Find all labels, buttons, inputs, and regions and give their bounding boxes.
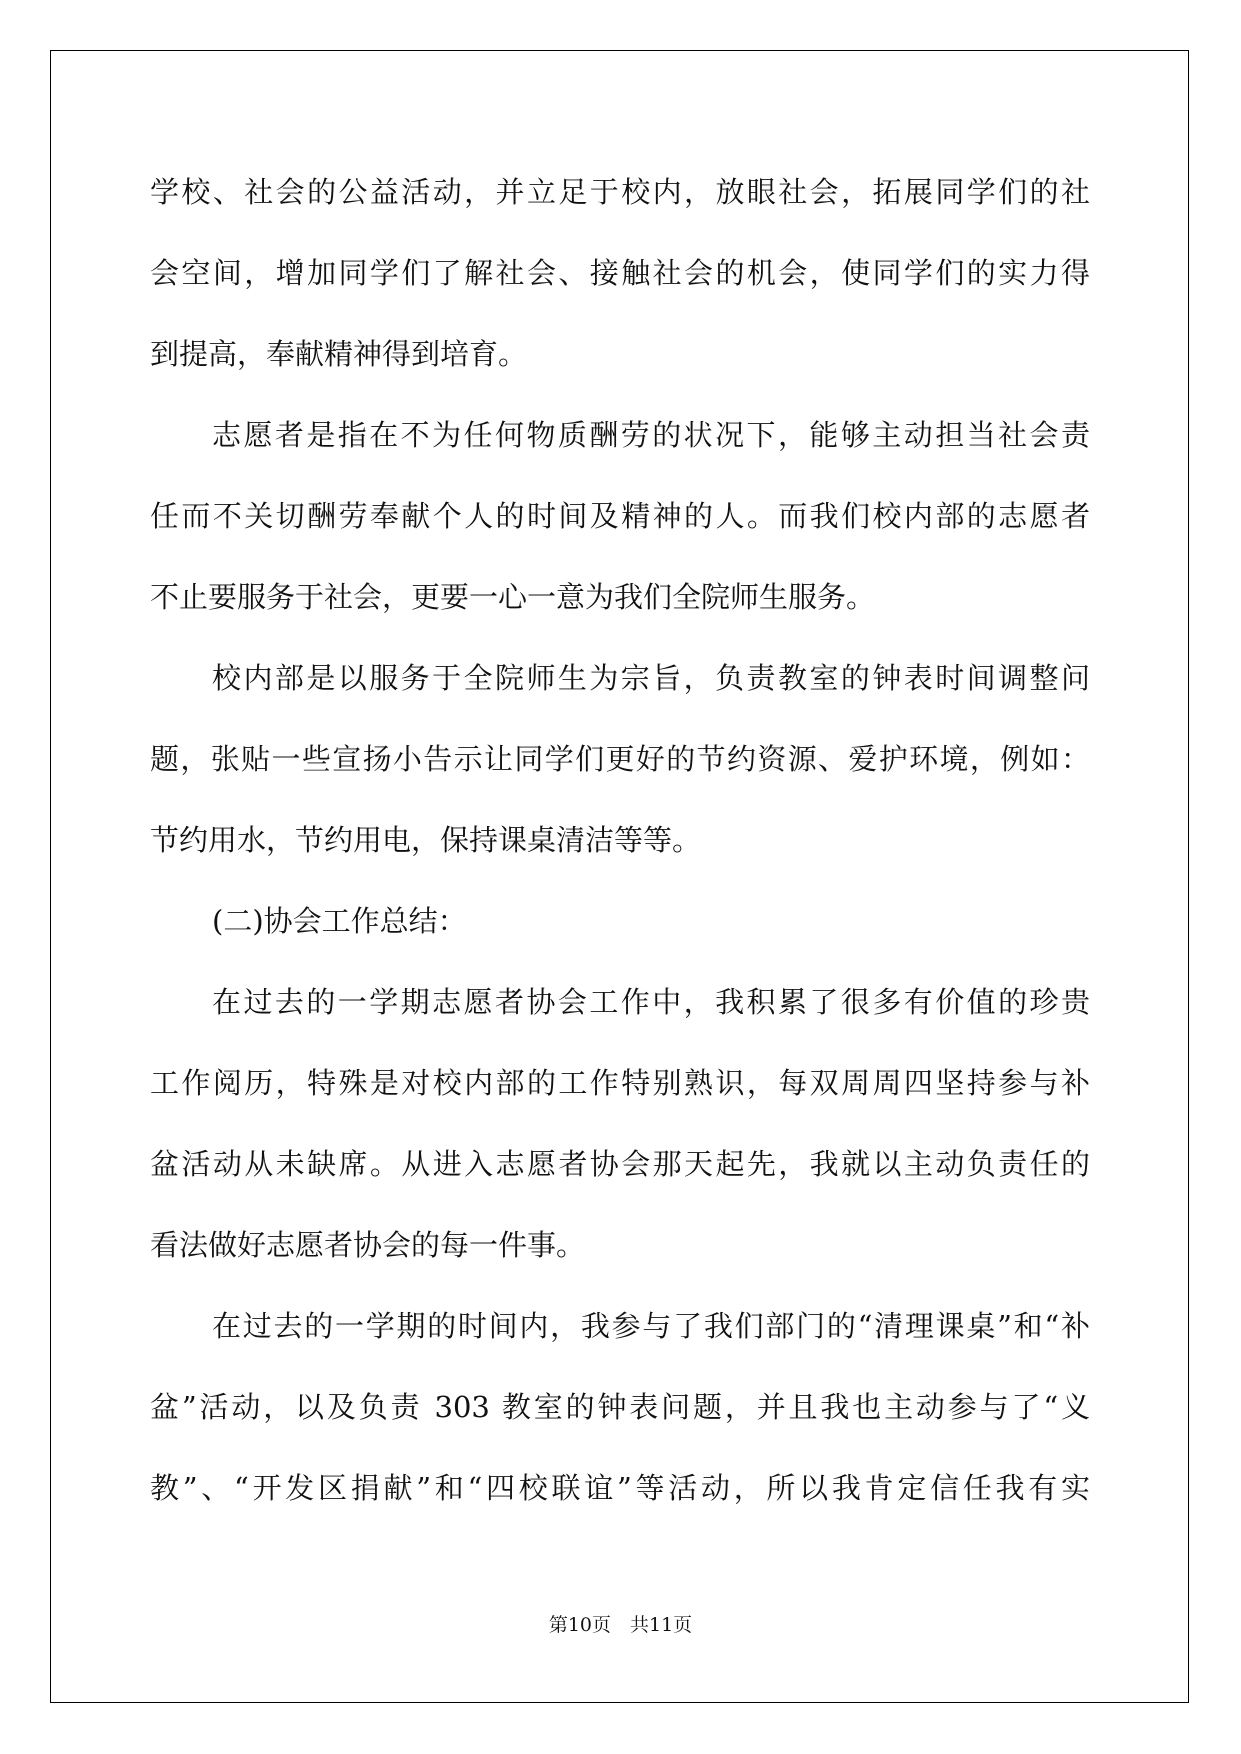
text-line: 到提高，奉献精神得到培育。	[150, 337, 528, 371]
text-line: 看法做好志愿者协会的每一件事。	[150, 1228, 586, 1262]
text-line: 节约用水，节约用电，保持课桌清洁等等。	[150, 823, 702, 857]
document-body	[150, 152, 1090, 1529]
text-line: 不止要服务于社会，更要一心一意为我们全院师生服务。	[150, 580, 876, 614]
text-line: 志愿者是指在不为任何物质酬劳的状况下，能够主动担当社会责	[212, 418, 1090, 452]
text-line: 学校、社会的公益活动，并立足于校内，放眼社会，拓展同学们的社	[150, 175, 1090, 209]
text-line: 题，张贴一些宣扬小告示让同学们更好的节约资源、爱护环境，例如：	[150, 742, 1090, 776]
text-line: 任而不关切酬劳奉献个人的时间及精神的人。而我们校内部的志愿者	[150, 499, 1090, 533]
text-line: 在过去的一学期的时间内，我参与了我们部门的“清理课桌”和“补	[212, 1309, 1090, 1343]
text-line: 在过去的一学期志愿者协会工作中，我积累了很多有价值的珍贵	[212, 985, 1090, 1019]
section-heading: (二)协会工作总结：	[212, 904, 467, 938]
text-line: 盆活动从未缺席。从进入志愿者协会那天起先，我就以主动负责任的	[150, 1147, 1090, 1181]
page-number: 第10页 共11页	[548, 1614, 693, 1636]
text-line: 会空间，增加同学们了解社会、接触社会的机会，使同学们的实力得	[150, 256, 1090, 290]
text-line: 教”、“开发区捐献”和“四校联谊”等活动，所以我肯定信任我有实	[150, 1471, 1090, 1505]
text-line: 校内部是以服务于全院师生为宗旨，负责教室的钟表时间调整问	[212, 661, 1090, 695]
text-line: 工作阅历，特殊是对校内部的工作特别熟识，每双周周四坚持参与补	[150, 1066, 1090, 1100]
text-line: 盆”活动，以及负责 303 教室的钟表问题，并且我也主动参与了“义	[150, 1390, 1090, 1424]
